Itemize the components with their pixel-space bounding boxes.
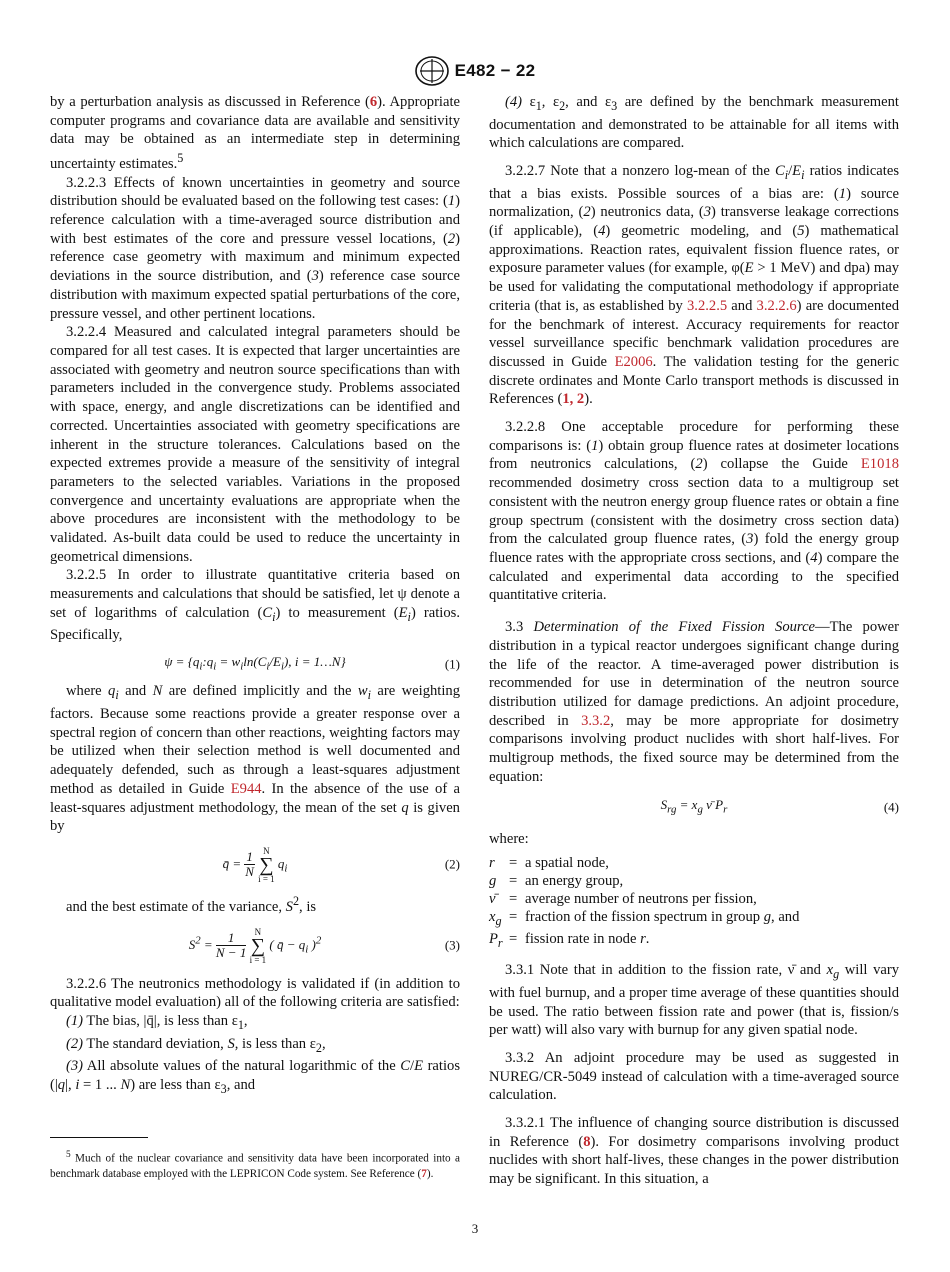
equation-number-2: (2) <box>444 856 460 872</box>
where-label: where: <box>489 830 529 847</box>
paragraph-3-3-1: 3.3.1 Note that in addition to the fission rate, ν̄ and $x_g$ will vary with fuel burnup, and a proper time average of these quantities should be used. The ratio between fission rate and power (that is, fission/s per watt) will also vary with burnup for any given spatial node. <box>489 962 900 1039</box>
definition-row: $P_r$ = fission rate in node r. <box>489 931 650 951</box>
definition-row: $x_g$ = fraction of the fission spectrum in group g, and <box>489 909 800 929</box>
footnote-5: $^5$ Much of the nuclear covariance and sensitivity data have been incorporated into a benchmark database employed with the LEPRICON Code system. See Reference (7). <box>50 1150 460 1180</box>
page-header <box>0 56 950 86</box>
section-3-2-2-5-link[interactable]: 3.2.2.5 <box>687 297 728 314</box>
criterion-3: (3) All absolute values of the natural logarithmic of the C/E ratios (|q|, i = 1 ... N) are less than $\varepsilon_3$, and <box>50 1058 460 1096</box>
paragraph-3-3: 3.3 Determination of the Fixed Fission Source—The power distribution in a typical reactor undergoes significant change during the life of the reactor. A time-averaged power distribution is recommended for use in determination of the neutron source distribution utilized for damage predictions. An adjoint procedure, described in 3.3.2, may be more appropriate for dosimetry comparisons involving product nuclides with short half-lives. For multigroup methods, the fixed source may be determined from the equation: <box>489 619 899 785</box>
equation-3: $S^2$ = $\frac{1}{N - 1}$ N ∑ i = 1 ( q̄ − $q_i$ )$^2$ (3) <box>188 926 460 965</box>
equation-1: $\psi = \{q_i:q_i = w_i\ln(C_i/E_i)$, i = 1…N} (1) <box>164 654 460 673</box>
reference-link-6[interactable]: 6 <box>369 94 378 110</box>
footnote-marker-5[interactable]: 5 <box>177 151 184 166</box>
paragraph-3-2-2-6: 3.2.2.6 The neutronics methodology is validated if (in addition to qualitative model evaluation) all of the following criteria are satisfied: <box>50 975 460 1011</box>
definition-row: r = a spatial node, <box>489 855 609 872</box>
paragraph-where-weights: where $q_i$ and N are defined implicitly and the $w_i$ are weighting factors. Because some reactions provide a greater response over a spectral region of concern than other reactions, weighting factors may be utilized when their selection method is well documented and adequately defended, such as through a least-squares adjustment method as detailed in Guide E944. In the absence of the use of a least-squares adjustment methodology, the mean of the set q is given by <box>50 683 460 835</box>
criterion-2: (2) The standard deviation, S, is less than $\varepsilon_2$, <box>66 1035 326 1055</box>
section-3-3-2-link[interactable]: 3.3.2 <box>581 712 611 729</box>
section-3-2-2-6-link[interactable]: 3.2.2.6 <box>756 297 797 314</box>
right-column <box>489 93 899 1189</box>
guide-e944-link[interactable]: E944 <box>230 780 262 797</box>
definition-row: ν̄ = average number of neutrons per fission, <box>489 891 757 908</box>
paragraph-3-2-2-8: 3.2.2.8 One acceptable procedure for performing these comparisons is: (1) obtain group fluence rates at dosimeter locations from neutronics calculations, (2) collapse the Guide E1018 recommended dosimetry cross section data to a multigroup set consistent with the neutron energy group fluence rates or obtain a fine group spectrum (consistent with the dosimetry cross section data) from the calculated group fluence rates, (3) fold the energy group fluence rates with the appropriate cross sections, and (4) compare the calculated and experimental data according to the specified quantitative criteria. <box>489 419 900 604</box>
paragraph-3-3-2: 3.3.2 An adjoint procedure may be used as suggested in NUREG/CR-5049 instead of calculation with a time-averaged source calculation. <box>489 1049 899 1104</box>
astm-logo-icon <box>415 56 449 86</box>
footnote-divider <box>50 1137 148 1138</box>
reference-link-1-2[interactable]: 1, 2 <box>562 391 585 408</box>
equation-number-1: (1) <box>444 656 460 672</box>
equation-2: q̄ = $\frac{1}{N}$ N ∑ i = 1 $q_i$ (2) <box>222 845 460 884</box>
reference-link-7[interactable]: 7 <box>421 1167 427 1180</box>
guide-e1018-link[interactable]: E1018 <box>860 456 899 473</box>
symbol-definitions <box>489 854 899 952</box>
paragraph-3-2-2-4: 3.2.2.4 Measured and calculated integral parameters should be compared for all test cases. It is expected that larger uncertainties are associated with geometry and neutron source specifications than with parameters included in the convergence study. Problems associated with space, energy, and angle discretizations can be identified and corrected. Uncertainties associated with geometry specifications are inherent in the structure tolerances. Calculations based on the expected extremes provide a measure of the sensitivity of integral parameters to the selected variables. Variations in the proposed convergence and uncertainty evaluations are appropriate when the above procedures are inconsistent with the methodology to be validated. As-built data could be used to reduce the uncertainty in geometrical dimensions. <box>50 324 460 565</box>
equation-number-3: (3) <box>444 937 460 953</box>
equation-number-4: (4) <box>883 799 899 815</box>
paragraph-3-2-2-7: 3.2.2.7 Note that a nonzero log-mean of the $C_i/E_i$ ratios indicates that a bias exists. Possible sources of a bias are: (1) source normalization, (2) neutronics data, (3) transverse leakage corrections (if applicable), (4) geometric modeling, and (5) mathematical approximations. Reaction rates, equivalent fission fluence rates, or exposure parameter values (for example, φ(E > 1 MeV) and dpa) may be used for validating the computational methodology if appropriate criteria (that is, as established by 3.2.2.5 and 3.2.2.6) are documented for the benchmark of interest. Accuracy requirements for reactor vessel surveillance specific benchmark validation procedures are discussed in Guide E2006. The validation testing for the generic discrete ordinates and Monte Carlo transport methods is discussed in References (1, 2). <box>489 163 899 408</box>
guide-e2006-link[interactable]: E2006 <box>614 353 653 370</box>
paragraph-continuation: by a perturbation analysis as discussed in Reference (6). Appropriate computer programs and covariance data are available and sensitivity data may be obtained as an intermediate step in determining uncertainty estimates.$^5$ <box>50 94 460 172</box>
criterion-1: (1) The bias, |q̄|, is less than $\varepsilon_1$, <box>66 1012 248 1032</box>
paragraph-3-3-2-1: 3.3.2.1 The influence of changing source distribution is discussed in Reference (8). For dosimetry comparisons involving product nuclides with short half-lives, these changes in the power distribution may be significant. In this situation, a <box>489 1115 899 1188</box>
criterion-4: (4) $\varepsilon_1$, $\varepsilon_2$, and $\varepsilon_3$ are defined by the benchmark measurement documentation and demonstrated to be attainable for all items with which calculations are compared. <box>489 94 899 152</box>
reference-link-8[interactable]: 8 <box>583 1133 591 1150</box>
paragraph-variance: and the best estimate of the variance, $S^2$, is <box>66 893 317 915</box>
page-number: 3 <box>471 1221 479 1236</box>
definition-row: g = an energy group, <box>489 873 624 890</box>
equation-4: $S_{rg} = x_g$ ν̄ $P_r$ (4) <box>660 797 899 817</box>
standard-designation: E482 − 22 <box>454 61 536 80</box>
left-column <box>50 93 460 1098</box>
paragraph-3-2-2-3: 3.2.2.3 Effects of known uncertainties in geometry and source distribution should be evaluated based on the following test cases: (1) reference calculation with a time-averaged source distribution and with best estimates of the core and pressure vessel locations, (2) reference case geometry with maximum and minimum expected deviations in the source distribution, and (3) reference case source distribution with maximum expected spatial perturbations of the core, pressure vessel, and other pertinent locations. <box>50 174 460 322</box>
paragraph-3-2-2-5: 3.2.2.5 In order to illustrate quantitative criteria based on measurements and calculations that should be satisfied, let ψ denote a set of logarithms of calculation $(C_i)$ to measurement $(E_i)$ ratios. Specifically, <box>50 567 460 644</box>
